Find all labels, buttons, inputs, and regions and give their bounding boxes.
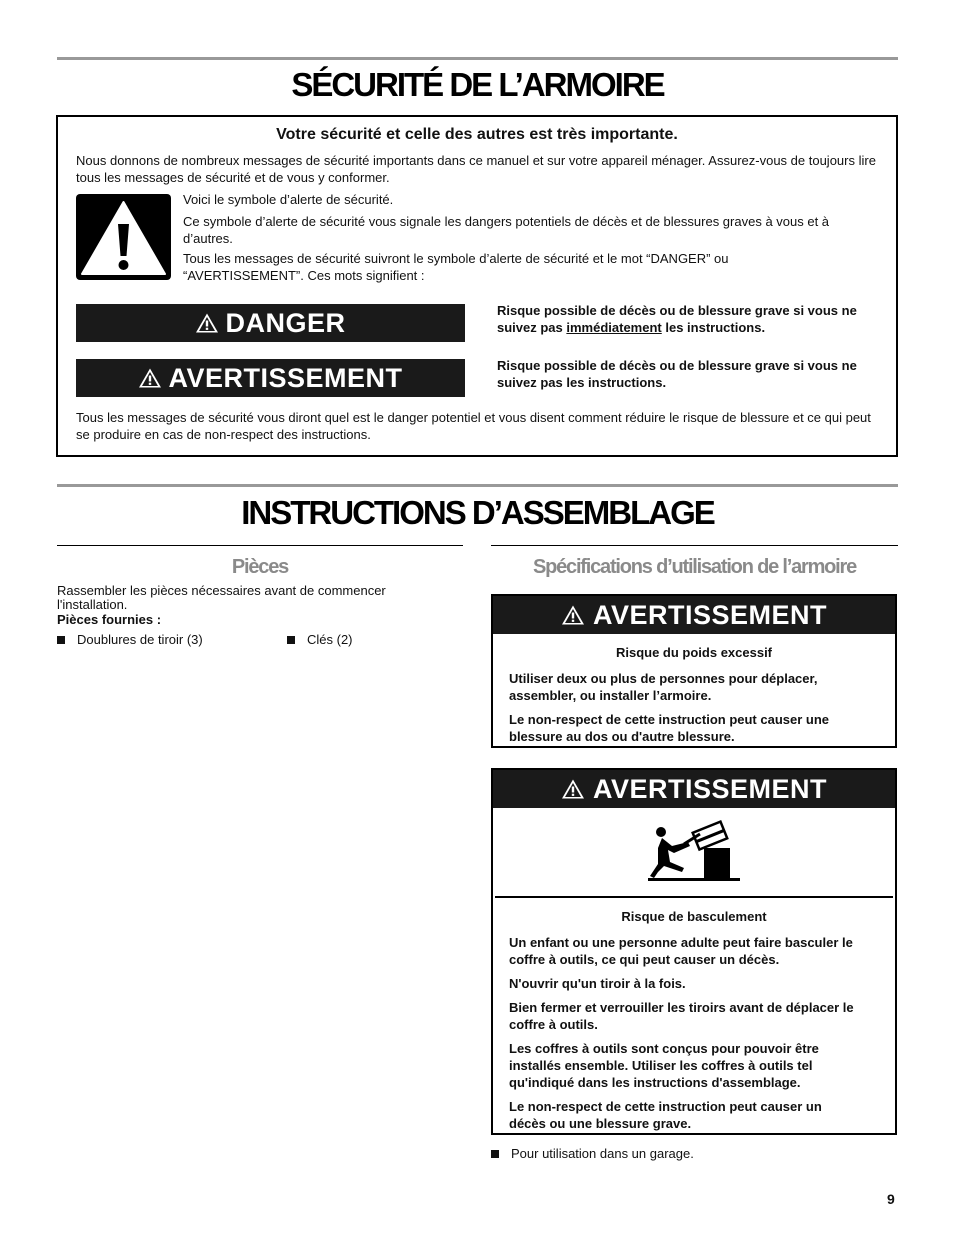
- warning-paragraph: Un enfant ou une personne adulte peut faire basculer le coffre à outils, ce qui peut causer un décès.: [509, 935, 853, 967]
- part-item-label: Doublures de tiroir (3): [77, 632, 203, 647]
- list-item: [287, 632, 353, 647]
- specs-title: Spécifications d’utilisation de l’armoire: [532, 556, 857, 578]
- danger-desc-text: Risque possible de décès ou de blessure grave si vous ne suivez pas: [497, 303, 857, 335]
- alert-line-2: Ce symbole d’alerte de sécurité vous signale les dangers potentiels de décès et de blessures graves à vous et à d’autres.: [183, 214, 830, 246]
- hazard-title: Risque de basculement: [621, 909, 767, 924]
- warning-paragraph: Bien fermer et verrouiller les tiroirs avant de déplacer le coffre à outils.: [509, 1000, 854, 1032]
- warning-body: [493, 898, 895, 1147]
- warning-header: [493, 770, 895, 808]
- danger-banner: [76, 304, 465, 342]
- warning-triangle-icon: [561, 778, 585, 800]
- list-item: [57, 632, 203, 647]
- warning-paragraph: Le non-respect de cette instruction peut causer un décès ou une blessure grave.: [509, 1099, 822, 1131]
- alert-line-1: Voici le symbole d’alerte de sécurité.: [183, 192, 394, 207]
- section-rule-assembly: [57, 484, 898, 487]
- section-rule-top: [57, 57, 898, 60]
- warning-paragraph: Les coffres à outils sont conçus pour pouvoir être installés ensemble. Utiliser les coffres à outils tel qu'indiqué dans les instructions d'assemblage.: [509, 1041, 819, 1090]
- usage-item-label: Pour utilisation dans un garage.: [511, 1146, 694, 1161]
- safety-heading: Votre sécurité et celle des autres est très importante.: [276, 126, 678, 143]
- safety-intro: Nous donnons de nombreux messages de sécurité importants dans ce manuel et sur votre appareil ménager. Assurez-vous de toujours lire tous les messages de sécurité et de vous y conformer.: [76, 153, 876, 185]
- part-item-label: Clés (2): [307, 632, 353, 647]
- danger-description: [497, 302, 892, 336]
- parts-title: Pièces: [231, 556, 289, 578]
- bullet-square-icon: [57, 636, 65, 644]
- danger-label: DANGER: [225, 308, 346, 338]
- warning-triangle-icon: [76, 194, 171, 280]
- warning-paragraph: Utiliser deux ou plus de personnes pour déplacer, assembler, ou installer l’armoire.: [509, 671, 818, 703]
- weight-warning-box: [491, 594, 897, 748]
- warning-description: Risque possible de décès ou de blessure grave si vous ne suivez pas les instructions.: [497, 358, 857, 390]
- parts-rule: [57, 545, 463, 546]
- warning-label: AVERTISSEMENT: [592, 773, 828, 804]
- danger-desc-emphasis: immédiatement: [566, 320, 662, 335]
- warning-label: AVERTISSEMENT: [592, 599, 828, 630]
- danger-desc-end: les instructions.: [661, 320, 766, 335]
- bullet-square-icon: [491, 1150, 499, 1158]
- parts-supplied-label: Pièces fournies :: [57, 612, 162, 627]
- specs-rule: [491, 545, 898, 546]
- warning-header: [493, 596, 895, 634]
- section-title-assembly: INSTRUCTIONS D’ASSEMBLAGE: [241, 494, 714, 531]
- warning-paragraph: Le non-respect de cette instruction peut causer une blessure au dos ou d'autre blessure.: [509, 712, 830, 744]
- list-item: [491, 1146, 694, 1161]
- safety-closing: Tous les messages de sécurité vous diront quel est le danger potentiel et vous disent comment réduire le risque de blessure et ce qui peut se produire en cas de non-respect des instructions.: [76, 410, 871, 442]
- warning-banner: [76, 359, 465, 397]
- warning-label: AVERTISSEMENT: [168, 363, 403, 393]
- tip-over-warning-box: [491, 768, 897, 1135]
- hazard-title: Risque du poids excessif: [615, 645, 773, 660]
- alert-line-3: Tous les messages de sécurité suivront le symbole d’alerte de sécurité et le mot “DANGER” ou “AVERTISSEMENT”. Ces mots signifient :: [183, 251, 729, 283]
- warning-body: [493, 634, 895, 760]
- page-number: 9: [887, 1191, 895, 1207]
- safety-info-box: [56, 115, 898, 457]
- tip-over-pictogram-panel: [495, 808, 893, 898]
- warning-triangle-icon: [561, 604, 585, 626]
- tip-over-hazard-icon: [644, 820, 744, 884]
- warning-triangle-icon: [195, 312, 219, 334]
- warning-paragraph: N'ouvrir qu'un tiroir à la fois.: [509, 976, 686, 991]
- parts-intro: Rassembler les pièces nécessaires avant de commencer l'installation.: [57, 583, 386, 612]
- section-title-safety: SÉCURITÉ DE L’ARMOIRE: [291, 66, 664, 103]
- bullet-square-icon: [287, 636, 295, 644]
- warning-triangle-icon: [138, 367, 162, 389]
- safety-alert-symbol: [76, 194, 171, 280]
